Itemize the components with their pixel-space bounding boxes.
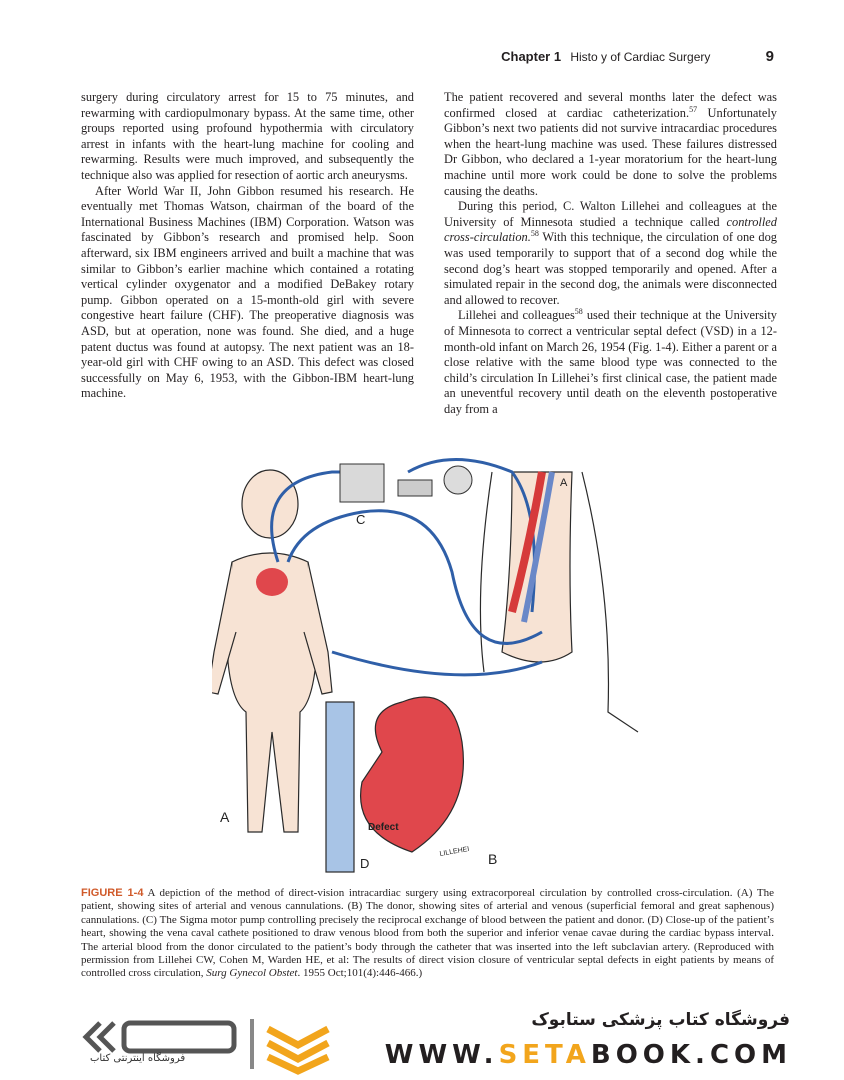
sigma-pump — [340, 464, 384, 502]
logo-subtitle: فروشگاه اینترنتی کتاب — [90, 1053, 186, 1064]
url-suffix: BOOK.COM — [590, 1040, 792, 1070]
url-prefix: WWW. — [384, 1040, 499, 1070]
reference: 58 — [574, 307, 583, 317]
text-run: During this period, C. Walton Lillehei and colleagues at the University of Minnesota studied a technique called — [444, 199, 777, 229]
paragraph — [444, 308, 777, 417]
label-c: C — [356, 512, 366, 527]
label-defect: Defect — [368, 822, 399, 833]
running-header — [501, 48, 774, 65]
text-run: used their technique at the University of Minnesota to correct a ventricular septal defect (VSD) in a 12-month-old infant on March 26, 1954 (Fig. 1-4). Either a parent or a close relative with the same blood type was connected to the child’s circulation In Lillehei’s first clinical case, the patient made an uneventful recovery until death on the eleventh postoperative day from a — [444, 308, 777, 416]
caption-text: A depiction of the method of direct-vision intracardiac surgery using extracorporeal circulation by controlled cross-circulation. (A) The patient, showing sites of arterial and venous cannulations. (B) The donor, showing sites of arterial and venous (superficial femoral and great saphenous) cannulations. (C) The Sigma motor pump controlling precisely the reciprocal exchange of blood between the patient and donor. (D) Close-up of the patient’s heart, showing the vena caval cathete positioned to draw venous blood from both the superior and inferior venae cavae during the cardiac bypass interval. The arterial blood from the donor circulated to the patient’s body through the catheter that was inserted into the left subclavian artery. (Reproduced with permission from Lillehei CW, Cohen M, Warden HE, et al: The results of direct vision closure of ventricular septal defects in eight patients by means of controlled cross circulation, — [81, 887, 774, 980]
artist-signature: LILLEHEI — [439, 845, 470, 858]
emphasis: controlled cross-circulation. — [444, 214, 777, 245]
label-leg-a: A — [560, 477, 568, 489]
url-accent: SETA — [498, 1040, 591, 1070]
shop-url[interactable] — [385, 1040, 792, 1070]
child-heart — [256, 568, 288, 596]
tube-arterial — [288, 511, 542, 644]
text-run: With this technique, the circulation of one dog was used temporarily to support that of a second dog while the second dog’s heart was stopped temporarily and opened. After a simulated repair in the second dog, the animals were disconnected and allowed to recover. — [444, 230, 777, 307]
chapter-label: Chapter 1 — [501, 49, 562, 64]
text-run: Unfortunately Gibbon’s next two patients did not survive intracardiac procedures when the heart-lung machine was used. These failures distressed Dr Gibbon, who declared a 1-year moratorium for the heart-lung machine until more work could be done to solve the problems causing the deaths. — [444, 105, 778, 198]
right-column — [444, 90, 777, 417]
reference: 58 — [530, 229, 539, 239]
paragraph: surgery during circulatory arrest for 15 to 75 minutes, and rewarming with cardiopulmonary bypass. At the same time, other groups reported using profound hypothermia with circulatory arrest in infants with the heart-lung machine for cooling and rewarming. Results were much improved, and subsequently the technique also was applied for resection of aortic arch aneurysms. — [81, 90, 414, 182]
reference: 57 — [689, 104, 698, 114]
paragraph: After World War II, John Gibbon resumed his research. He eventually met Thomas Watson, chairman of the board of the International Business Machines (IBM) Corporation. Watson was fascinated by Gibbon’s research and promised help. Soon afterward, six IBM engineers arrived and built a machine that was similar to Gibbon’s earlier machine which contained a rotating vertical cylinder oxygenator and a modified DeBakey rotary pump. Gibbon operated on a 15-month-old girl with severe congestive heart failure (CHF). The preoperative diagnosis was ASD, but at operation, none was found. She died, and a huge patent ductus was found at autopsy. The next patient was an 18-year-old girl with CHF owing to an ASD. This defect was closed successfully on May 6, 1953, with the Gibbon-IBM heart-lung machine. — [81, 183, 414, 401]
journal-name: Surg Gynecol Obstet — [206, 967, 298, 980]
donor-hip-line — [480, 472, 492, 672]
figure-illustration — [212, 452, 640, 882]
logo-chevron-orange — [268, 1029, 328, 1045]
logo-wordmark — [124, 1023, 234, 1051]
paragraph — [444, 199, 777, 308]
pump-motor — [398, 480, 432, 496]
figure-caption — [81, 887, 774, 981]
figure-label: FIGURE 1-4 — [81, 887, 144, 899]
chapter-title: Histo y of Cardiac Surgery — [570, 50, 711, 64]
pump-gauge — [444, 466, 472, 494]
text-run: The patient recovered and several months later the defect was confirmed closed at cardiac catheterization. — [444, 90, 777, 120]
label-b: B — [488, 851, 498, 867]
caption-tail: . 1955 Oct;101(4):446-466.) — [297, 967, 423, 980]
logo-divider — [250, 1019, 254, 1069]
page-number: 9 — [765, 48, 774, 65]
shop-name: فروشگاه کتاب پزشکی ستابوک — [531, 1010, 790, 1030]
paragraph — [444, 90, 777, 199]
cross-circulation-illustration — [212, 452, 640, 882]
label-d: D — [360, 856, 370, 871]
setabook-logo — [80, 1015, 340, 1075]
text-run: Lillehei and colleagues — [458, 308, 575, 323]
vena-cava — [326, 702, 354, 872]
left-column — [81, 90, 414, 402]
child-head — [242, 470, 298, 538]
logo-chevron — [100, 1023, 114, 1051]
donor-thigh-line — [582, 472, 638, 732]
label-a: A — [220, 809, 230, 825]
